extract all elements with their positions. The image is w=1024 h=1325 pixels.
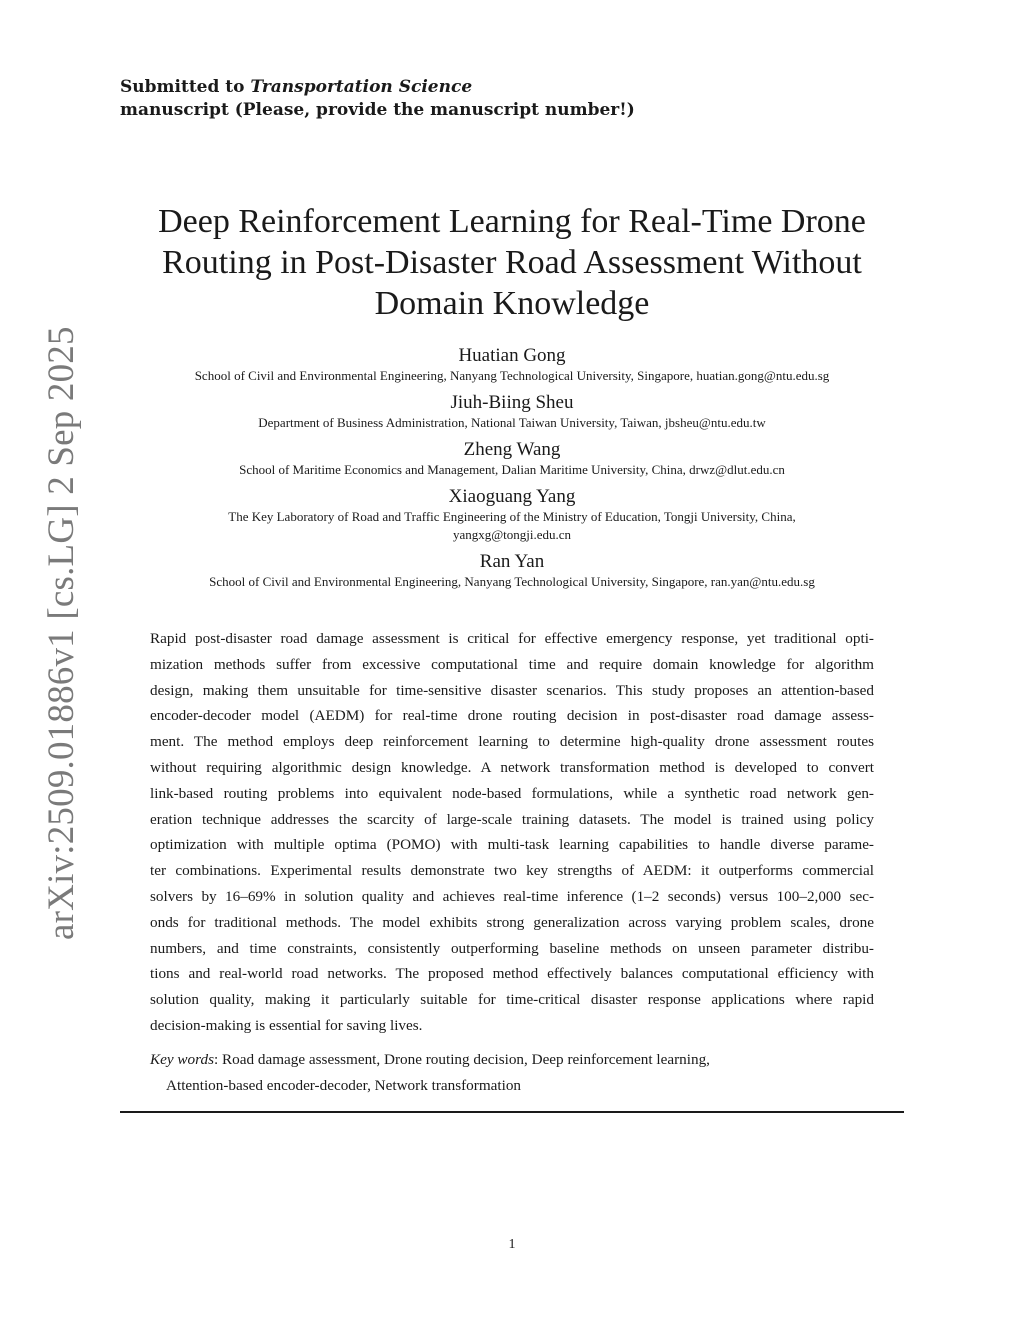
- abstract-line: link-based routing problems into equivalent node-based formulations, while a synthetic road network gen-: [150, 784, 874, 802]
- arxiv-identifier-stamp: arXiv:2509.01886v1 [cs.LG] 2 Sep 2025: [41, 326, 82, 940]
- affiliation-line: School of Civil and Environmental Engineering, Nanyang Technological University, Singapore, huatian.gong@ntu.edu.sg: [194, 368, 830, 383]
- submission-header: [120, 76, 635, 122]
- author-name: Jiuh-Biing Sheu: [450, 392, 574, 413]
- author-affiliation: [112, 414, 912, 432]
- keywords-line: Attention-based encoder-decoder, Network transformation: [166, 1077, 522, 1094]
- abstract-line: without requiring algorithmic design knowledge. A network transformation method is developed to convert: [150, 758, 874, 776]
- paper-title: [112, 201, 912, 324]
- abstract-line: design, making them unsuitable for time-sensitive disaster scenarios. This study proposes an attention-based: [150, 681, 874, 699]
- abstract-line: ment. The method employs deep reinforcement learning to determine high-quality drone assessment routes: [150, 733, 874, 751]
- keywords: [150, 1047, 874, 1099]
- author-list: [112, 345, 912, 598]
- keywords-label: Key words: [150, 1051, 214, 1068]
- abstract: [150, 626, 874, 1039]
- title-line: Deep Reinforcement Learning for Real-Time Drone: [158, 203, 866, 240]
- horizontal-rule: [120, 1111, 904, 1113]
- abstract-line: decision-making is essential for saving lives.: [150, 1016, 423, 1034]
- manuscript-line: manuscript (Please, provide the manuscript number!): [120, 100, 635, 120]
- abstract-line: mization methods suffer from excessive computational time and require domain knowledge for algorithm: [150, 655, 874, 673]
- submission-line: [120, 76, 635, 99]
- author-affiliation: [112, 573, 912, 591]
- abstract-line: solvers by 16–69% in solution quality and achieves real-time inference (1–2 seconds) versus 100–2,000 sec-: [150, 887, 874, 905]
- author-name: Xiaoguang Yang: [448, 486, 576, 507]
- keywords-line: [150, 1051, 710, 1068]
- author-affiliation: [112, 461, 912, 479]
- submitted-to-text: Submitted to: [120, 77, 251, 97]
- title-line: Domain Knowledge: [374, 285, 650, 322]
- title-line: Routing in Post-Disaster Road Assessment Without: [162, 244, 862, 281]
- abstract-line: encoder-decoder model (AEDM) for real-time drone routing decision in post-disaster road damage assess-: [150, 707, 874, 725]
- affiliation-line: yangxg@tongji.edu.cn: [452, 527, 572, 542]
- author-name: Ran Yan: [479, 551, 545, 572]
- abstract-line: tions and real-world road networks. The proposed method effectively balances computational efficiency with: [150, 965, 874, 983]
- abstract-line: Rapid post-disaster road damage assessment is critical for effective emergency response, yet traditional opti-: [150, 630, 874, 647]
- keywords-list: Road damage assessment, Drone routing decision, Deep reinforcement learning,: [222, 1051, 710, 1068]
- affiliation-line: The Key Laboratory of Road and Traffic Engineering of the Ministry of Education, Tongji University, China,: [228, 509, 796, 524]
- affiliation-line: School of Maritime Economics and Management, Dalian Maritime University, China, drwz@dlut.edu.cn: [239, 462, 785, 477]
- author-affiliation: [112, 367, 912, 385]
- author-affiliation: [112, 508, 912, 544]
- affiliation-line: School of Civil and Environmental Engineering, Nanyang Technological University, Singapore, ran.yan@ntu.edu.sg: [209, 574, 815, 589]
- abstract-line: eration technique addresses the scarcity of large-scale training datasets. The model is trained using policy: [150, 810, 874, 828]
- abstract-line: numbers, and time constraints, consistently outperforming baseline methods on unseen parameter distribu-: [150, 939, 874, 957]
- affiliation-line: Department of Business Administration, National Taiwan University, Taiwan, jbsheu@ntu.edu.tw: [258, 415, 766, 430]
- abstract-line: onds for traditional methods. The model exhibits strong generalization across varying problem scales, drone: [150, 913, 874, 931]
- page-number: 1: [508, 1237, 516, 1252]
- abstract-line: optimization with multiple optima (POMO) with multi-task learning capabilities to handle diverse parame-: [150, 836, 874, 854]
- abstract-line: ter combinations. Experimental results demonstrate two key strengths of AEDM: it outperforms commercial: [150, 862, 874, 880]
- abstract-line: solution quality, making it particularly suitable for time-critical disaster response applications where rapid: [150, 991, 874, 1009]
- keywords-separator: :: [213, 1051, 223, 1068]
- author-name: Zheng Wang: [463, 439, 561, 460]
- journal-name: Transportation Science: [250, 77, 473, 97]
- author-name: Huatian Gong: [458, 345, 566, 366]
